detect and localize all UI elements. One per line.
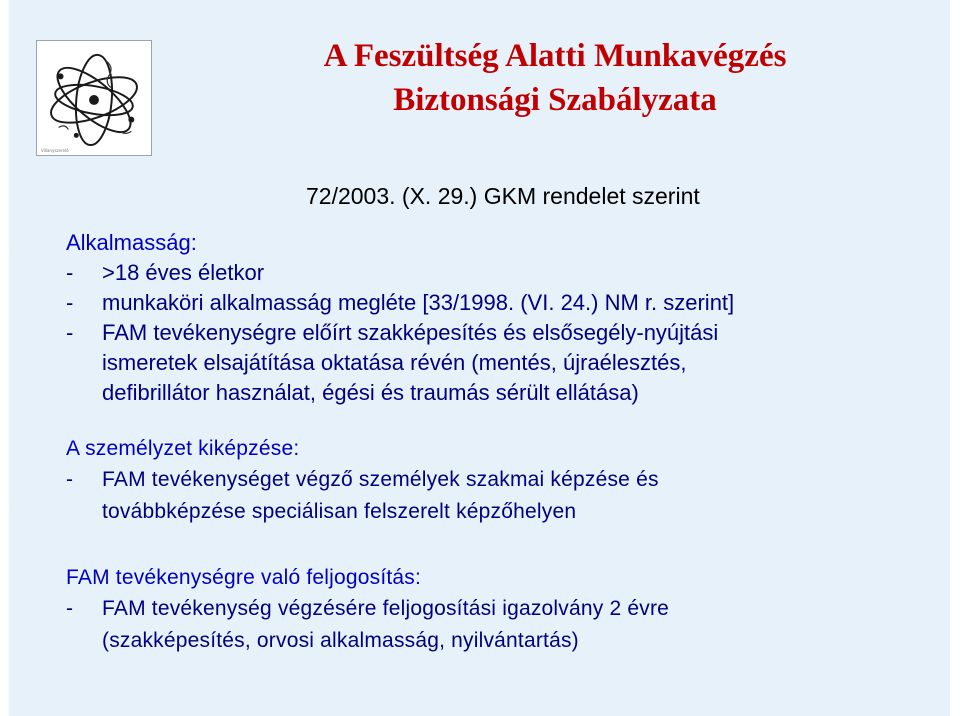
list-item-continuation: defibrillátor használat, égési és traumás sérült ellátása): [102, 380, 639, 405]
list-item-continuation: (szakképesítés, orvosi alkalmasság, nyilvántartás): [102, 629, 579, 652]
list-item: [66, 258, 734, 288]
title-line-2: Biztonsági Szabályzata: [393, 82, 717, 118]
list-item: [66, 318, 734, 348]
list-item-text: FAM tevékenységre előírt szakképesítés és elsősegély-nyújtási: [102, 320, 719, 345]
list-item-text: FAM tevékenység végzésére feljogosítási igazolvány 2 évre: [102, 597, 670, 620]
list-item: [66, 593, 669, 625]
list-dash: -: [66, 468, 74, 491]
list-item-text: munkaköri alkalmasság megléte [33/1998. (VI. 24.) NM r. szerint]: [102, 290, 735, 315]
list-item: [66, 288, 734, 318]
section-eligibility: [66, 228, 734, 408]
list-item-continuation: ismeretek elsajátítása oktatása révén (mentés, újraélesztés,: [102, 350, 687, 375]
section-authorization: [66, 563, 669, 657]
section-heading: A személyzet kiképzése:: [66, 437, 300, 460]
section-heading: Alkalmasság:: [66, 230, 197, 255]
logo: [36, 40, 152, 156]
page-title: [190, 34, 920, 122]
list-item-continuation: továbbképzése speciálisan felszerelt képzőhelyen: [102, 500, 577, 523]
section-training: [66, 434, 659, 528]
list-dash: -: [66, 597, 74, 620]
list-dash: -: [66, 320, 74, 345]
list-dash: -: [66, 260, 74, 285]
logo-caption: Villanyszerelő: [41, 148, 69, 153]
section-heading: FAM tevékenységre való feljogosítás:: [66, 566, 422, 589]
list-item: [66, 464, 659, 496]
list-dash: -: [66, 290, 74, 315]
regulation-reference: 72/2003. (X. 29.) GKM rendelet szerint: [306, 183, 700, 209]
title-line-1: A Feszültség Alatti Munkavégzés: [323, 38, 787, 74]
atom-orbits-icon: [37, 41, 151, 155]
list-item-text: FAM tevékenységet végző személyek szakmai képzése és: [102, 468, 659, 491]
list-item-text: >18 éves életkor: [102, 260, 265, 285]
